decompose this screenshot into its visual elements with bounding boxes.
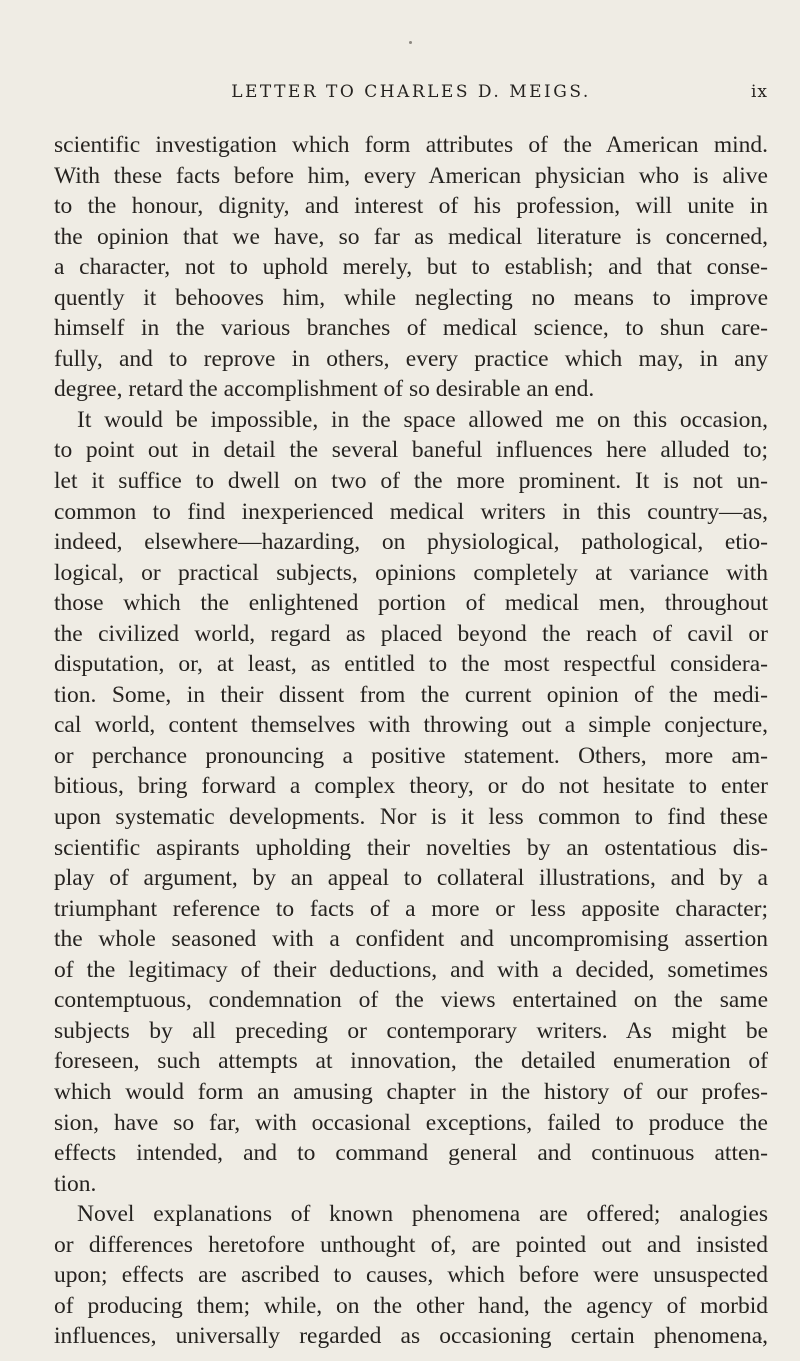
text-line: cal world, content themselves with throwing out a simple conjecture, [54, 712, 768, 739]
text-line: subjects by all preceding or contemporary writers. As might be [54, 1017, 768, 1044]
text-line: disputation, or, at least, as entitled to the most respectful considera- [54, 651, 768, 678]
text-line: tion. Some, in their dissent from the current opinion of the medi- [54, 681, 768, 708]
body-text [54, 130, 768, 1352]
text-line: Novel explanations of known phenomena are offered; analogies [77, 1201, 768, 1228]
text-line: effects intended, and to command general and continuous atten- [54, 1140, 768, 1167]
text-line: tion. [54, 1170, 97, 1197]
text-line: the civilized world, regard as placed beyond the reach of cavil or [54, 620, 768, 647]
text-line: to the honour, dignity, and interest of his profession, will unite in [54, 193, 768, 220]
text-line: foreseen, such attempts at innovation, the detailed enumeration of [54, 1048, 768, 1075]
text-line: contemptuous, condemnation of the views entertained on the same [54, 987, 768, 1014]
text-line: sion, have so far, with occasional exceptions, failed to produce the [54, 1109, 768, 1136]
text-line: influences, universally regarded as occasioning certain phenomena, [54, 1323, 768, 1350]
ink-speck [409, 41, 412, 44]
text-line: bitious, bring forward a complex theory, or do not hesitate to enter [54, 773, 768, 800]
text-line: upon systematic developments. Nor is it less common to find these [54, 804, 768, 831]
text-line: It would be impossible, in the space allowed me on this occasion, [77, 406, 768, 433]
text-line: which would form an amusing chapter in the history of our profes- [54, 1078, 768, 1105]
text-line: or perchance pronouncing a positive statement. Others, more am- [54, 742, 768, 769]
text-line: quently it behooves him, while neglecting no means to improve [54, 284, 768, 311]
text-line: scientific investigation which form attributes of the American mind. [54, 132, 768, 158]
text-line: the opinion that we have, so far as medical literature is concerned, [54, 223, 768, 250]
text-line: logical, or practical subjects, opinions completely at variance with [54, 559, 768, 586]
text-line: fully, and to reprove in others, every practice which may, in any [54, 345, 768, 372]
text-line: common to find inexperienced medical writers in this country—as, [54, 498, 768, 525]
text-line: scientific aspirants upholding their novelties by an ostentatious dis- [54, 834, 768, 861]
text-line: himself in the various branches of medical science, to shun care- [54, 315, 768, 342]
text-line: triumphant reference to facts of a more or less apposite character; [54, 895, 768, 922]
text-line: or differences heretofore unthought of, are pointed out and insisted [54, 1231, 768, 1258]
text-line: of producing them; while, on the other hand, the agency of morbid [54, 1292, 768, 1319]
text-line: indeed, elsewhere—hazarding, on physiological, pathological, etio- [54, 529, 768, 556]
text-line: With these facts before him, every American physician who is alive [54, 162, 768, 189]
text-line: upon; effects are ascribed to causes, which before were unsuspected [54, 1262, 768, 1289]
text-line: let it suffice to dwell on two of the more prominent. It is not un- [54, 468, 768, 495]
text-line: degree, retard the accomplishment of so desirable an end. [54, 376, 595, 403]
running-head [54, 82, 768, 106]
text-line: the whole seasoned with a confident and uncompromising assertion [54, 926, 768, 953]
text-line: to point out in detail the several baneful influences here alluded to; [54, 437, 768, 464]
text-line: of the legitimacy of their deductions, and with a decided, sometimes [54, 956, 768, 983]
running-head-title: LETTER TO CHARLES D. MEIGS. [231, 82, 591, 102]
text-line: play of argument, by an appeal to collateral illustrations, and by a [54, 865, 768, 892]
page-number: ix [750, 82, 768, 102]
text-line: those which the enlightened portion of medical men, throughout [54, 590, 768, 617]
text-line: a character, not to uphold merely, but to establish; and that conse- [54, 254, 768, 281]
